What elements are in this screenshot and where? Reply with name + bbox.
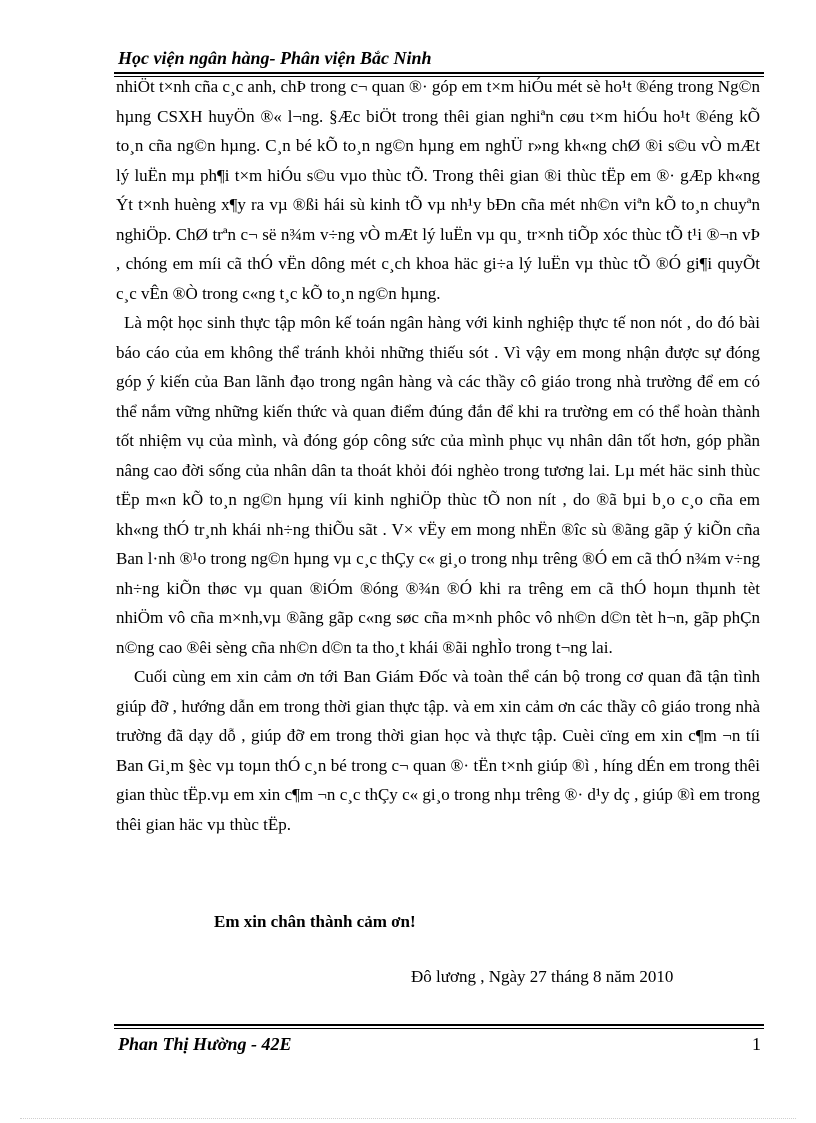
footer-rule	[114, 1024, 764, 1026]
body-text	[116, 72, 760, 839]
footer-author: Phan Thị Hường - 42E	[118, 1034, 292, 1054]
paragraph-2: Là một học sinh thực tập môn kế toán ngân hàng với kinh nghiệp thực tế non nót , do đó bài báo cáo của em không thể tránh khỏi những thiếu sót . Vì vậy em mong nhận được sự đóng góp ý kiến của Ban lãnh đạo trong ngân hàng và các thầy cô giáo trong nhà trường để em có thể nắm vững những kiến thức và quan điểm đúng đắn để khi ra trường em có thể hoàn thành tốt nhiệm vụ của mình, và đóng góp công sức của mình phục vụ nhân dân tốt hơn, góp phần nâng cao đời sống của nhân dân ta thoát khỏi đói nghèo trong tương lai. Lµ mét häc sinh thùc tËp m«n kÕ to¸n ng©n hµng víi kinh nghiÖp thùc tÕ non nít , do ®ã bµi b¸o c¸o cña em kh«ng thÓ tr¸nh khái nh÷ng thiÕu sãt . V× vËy em mong nhËn ®îc sù ®ãng gãp ý kiÕn cña Ban l·nh ®¹o trong ng©n hµng vµ c¸c thÇy c« gi¸o trong nhµ trêng ®Ó em cã thÓ n¾m v÷ng nh÷ng kiÕn thøc vµ quan ®iÓm ®óng ®¾n ®Ó khi ra trêng em cã thÓ hoµn thµnh tèt nhiÖm vô cña m×nh,vµ ®ãng gãp c«ng søc cña m×nh phôc vô nh©n d©n tèt h¬n, gãp phÇn n©ng cao ®êi sèng cña nh©n d©n ta tho¸t khái ®ãi nghÌo trong t¬ng lai.	[116, 313, 760, 657]
page-bottom-divider	[20, 1118, 796, 1119]
signature-date: Đô lương , Ngày 27 tháng 8 năm 2010	[411, 967, 674, 986]
closing-thanks: Em xin chân thành cảm ơn!	[214, 912, 416, 931]
paragraph-1: nhiÖt t×nh cña c¸c anh, chÞ trong c¬ quan ®· góp em t×m hiÓu mét sè ho¹t ®éng trong Ng©n hµng CSXH huyÖn ®« l¬ng. §Æc biÖt trong thêi gian nghiªn cøu t×m hiÓu ho¹t ®éng kÕ to¸n cña ng©n hµng. C¸n bé kÕ to¸n ng©n hµng em nghÜ r»ng kh«ng chØ ®i s©u vÒ mÆt lý luËn mµ ph¶i t×m hiÓu s©u vµo thùc tÕ. Trong thêi gian ®i thùc tËp em ®· gÆp kh«ng Ýt t×nh huèng x¶y ra vµ ®ßi hái sù kinh tÕ vµ nh¹y bÐn cña mét nh©n viªn kÕ to¸n chuyªn nghiÖp. ChØ trªn c¬ së n¾m v÷ng vÒ mÆt lý luËn vµ qu¸ tr×nh tiÕp xóc thùc tÕ t¹i ®¬n vÞ , chóng em míi cã thÓ vËn dông mét c¸ch khoa häc gi÷a lý luËn vµ thùc tÕ ®Ó gi¶i quyÕt c¸c vÊn ®Ò trong c«ng t¸c kÕ to¸n ng©n hµng.	[116, 77, 760, 303]
header-title: Học viện ngân hàng- Phân viện Bắc Ninh	[118, 48, 432, 68]
footer-rule-thin	[114, 1028, 764, 1029]
page-number: 1	[752, 1034, 761, 1054]
paragraph-3: Cuối cùng em xin cảm ơn tới Ban Giám Đốc và toàn thể cán bộ trong cơ quan đã tận tình giúp đỡ , hướng dẫn em trong thời gian thực tập. và em xin cảm ơn các thầy cô giáo trong nhà trường đã dạy dỗ , giúp đỡ em trong thời gian học và thực tập. Cuèi cïng em xin c¶m ¬n tíi Ban Gi¸m §èc vµ toµn thÓ c¸n bé trong c¬ quan ®· tËn t×nh giúp ®ì , híng dÉn em trong thêi gian thùc tËp.vµ em xin c¶m ¬n c¸c thÇy c« gi¸o trong nhµ trêng ®· d¹y dç , giúp ®ì em trong thêi gian häc vµ thùc tËp.	[116, 667, 760, 834]
